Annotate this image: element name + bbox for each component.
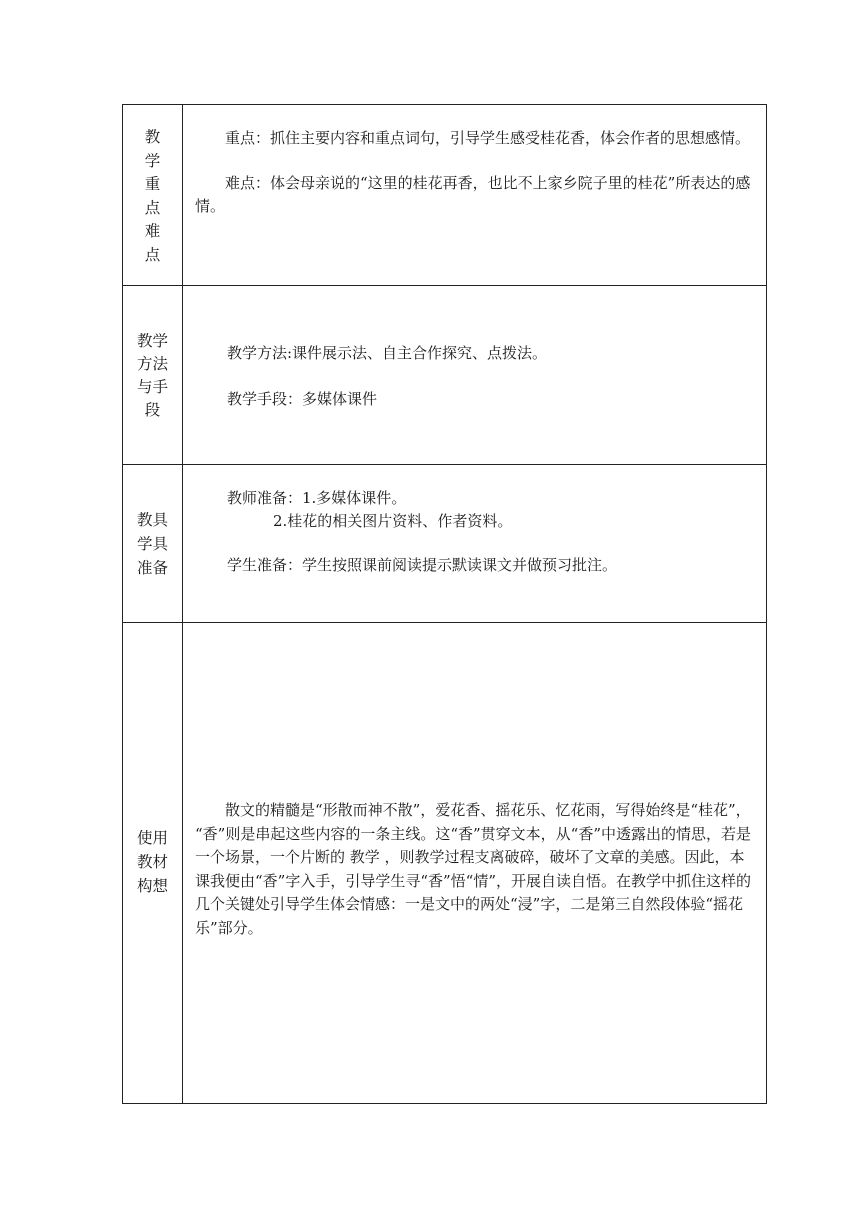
table-row-preparation — [123, 465, 766, 623]
key-points-content — [195, 127, 758, 218]
row-label-key-points: 教 学 重 点 难 点 — [144, 128, 161, 264]
preparation-content — [227, 487, 758, 577]
concept-paragraph: 散文的精髓是“形散而神不散”，爱花香、摇花乐、忆花雨，写得始终是“桂花”， “香”则是串起这些内容的一条主线。这“香”贯穿文本，从“香”中透露出的情思，若是一个场景，一个片断的 教学 ，则教学过程支离破碎，破坏了文章的美感。因此，本课我便由“香”字入手，引导学生寻“香”悟“情”，开展自读自悟。在教学中抓住这样的几个关键处引导学生体会情感：一是文中的两处“浸”字，二是第三自然段体验“摇花乐”部分。 — [195, 801, 752, 937]
difficult-point-text: 难点：体会母亲说的“这里的桂花再香，也比不上家乡院子里的桂花”所表达的感情。 — [195, 174, 751, 215]
table-row-methods — [123, 286, 766, 465]
row-label-concept: 使用 教材 构想 — [136, 829, 168, 895]
methods-content — [227, 342, 758, 411]
key-point-text: 重点：抓住主要内容和重点词句，引导学生感受桂花香，体会作者的思想感情。 — [225, 129, 751, 147]
table-row-key-points — [123, 105, 766, 286]
table-row-concept — [123, 623, 766, 1105]
teacher-prep-item-2: 2.桂花的相关图片资料、作者资料。 — [273, 512, 513, 530]
teaching-means-text: 教学手段：多媒体课件 — [227, 390, 378, 408]
row-label-methods: 教学 方法 与手 段 — [136, 332, 168, 419]
teaching-method-text: 教学方法:课件展示法、自主合作探究、点拨法。 — [227, 344, 548, 362]
student-prep-text: 学生准备：学生按照课前阅读提示默读课文并做预习批注。 — [227, 556, 618, 574]
row-label-preparation: 教具 学具 准备 — [136, 511, 168, 577]
lesson-plan-table — [122, 104, 767, 1104]
concept-content — [195, 799, 758, 940]
teacher-prep-text: 教师准备：1.多媒体课件。 — [227, 489, 407, 507]
